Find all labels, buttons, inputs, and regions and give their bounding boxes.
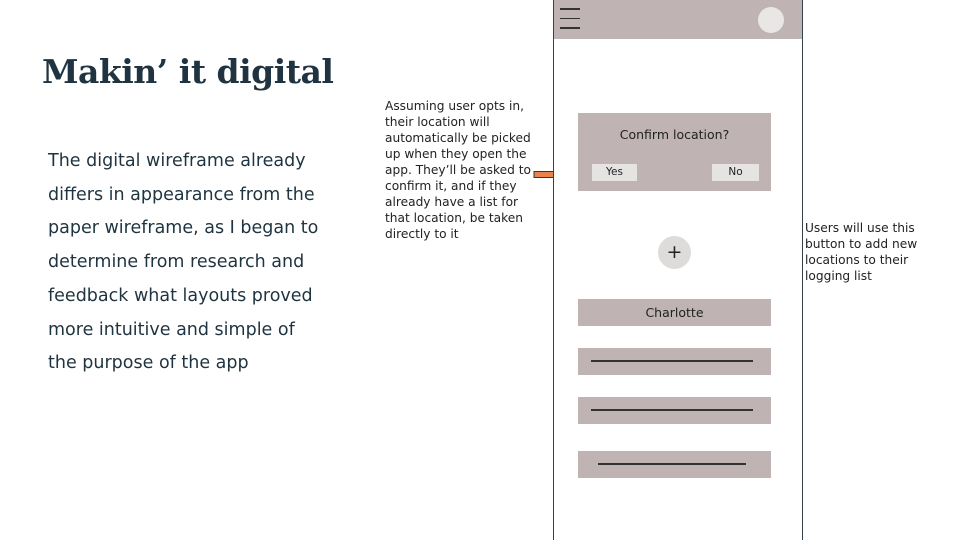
avatar[interactable]	[758, 7, 784, 33]
list-item-charlotte[interactable]	[578, 299, 771, 326]
hamburger-menu-icon[interactable]	[560, 8, 580, 32]
placeholder-line	[591, 360, 753, 362]
confirm-location-dialog	[578, 113, 771, 191]
top-bar	[554, 0, 802, 39]
add-location-button[interactable]: +	[658, 236, 691, 269]
confirm-location-question: Confirm location?	[619, 127, 730, 142]
list-item-label: Charlotte	[645, 305, 704, 320]
add-button-annotation: Users will use this button to add new locations to their logging list	[805, 221, 918, 283]
placeholder-line	[598, 463, 746, 465]
list-item-placeholder[interactable]	[578, 397, 771, 424]
slide-body-text: The digital wireframe already differs in appearance from the paper wireframe, as I began to determine from research and feedback what layouts proved more intuitive and simple of the purpose of the app	[48, 151, 319, 374]
confirm-location-annotation: Assuming user opts in, their location will automatically be picked up when they open the app. They’ll be asked to confirm it, and if they already have a list for that location, be taken directly to it	[385, 99, 531, 241]
yes-button[interactable]: Yes	[592, 164, 637, 181]
slide-title: Makin’ it digital	[42, 52, 334, 91]
no-button[interactable]: No	[712, 164, 759, 181]
placeholder-line	[591, 409, 753, 411]
phone-wireframe	[553, 0, 803, 540]
list-item-placeholder[interactable]	[578, 451, 771, 478]
list-item-placeholder[interactable]	[578, 348, 771, 375]
